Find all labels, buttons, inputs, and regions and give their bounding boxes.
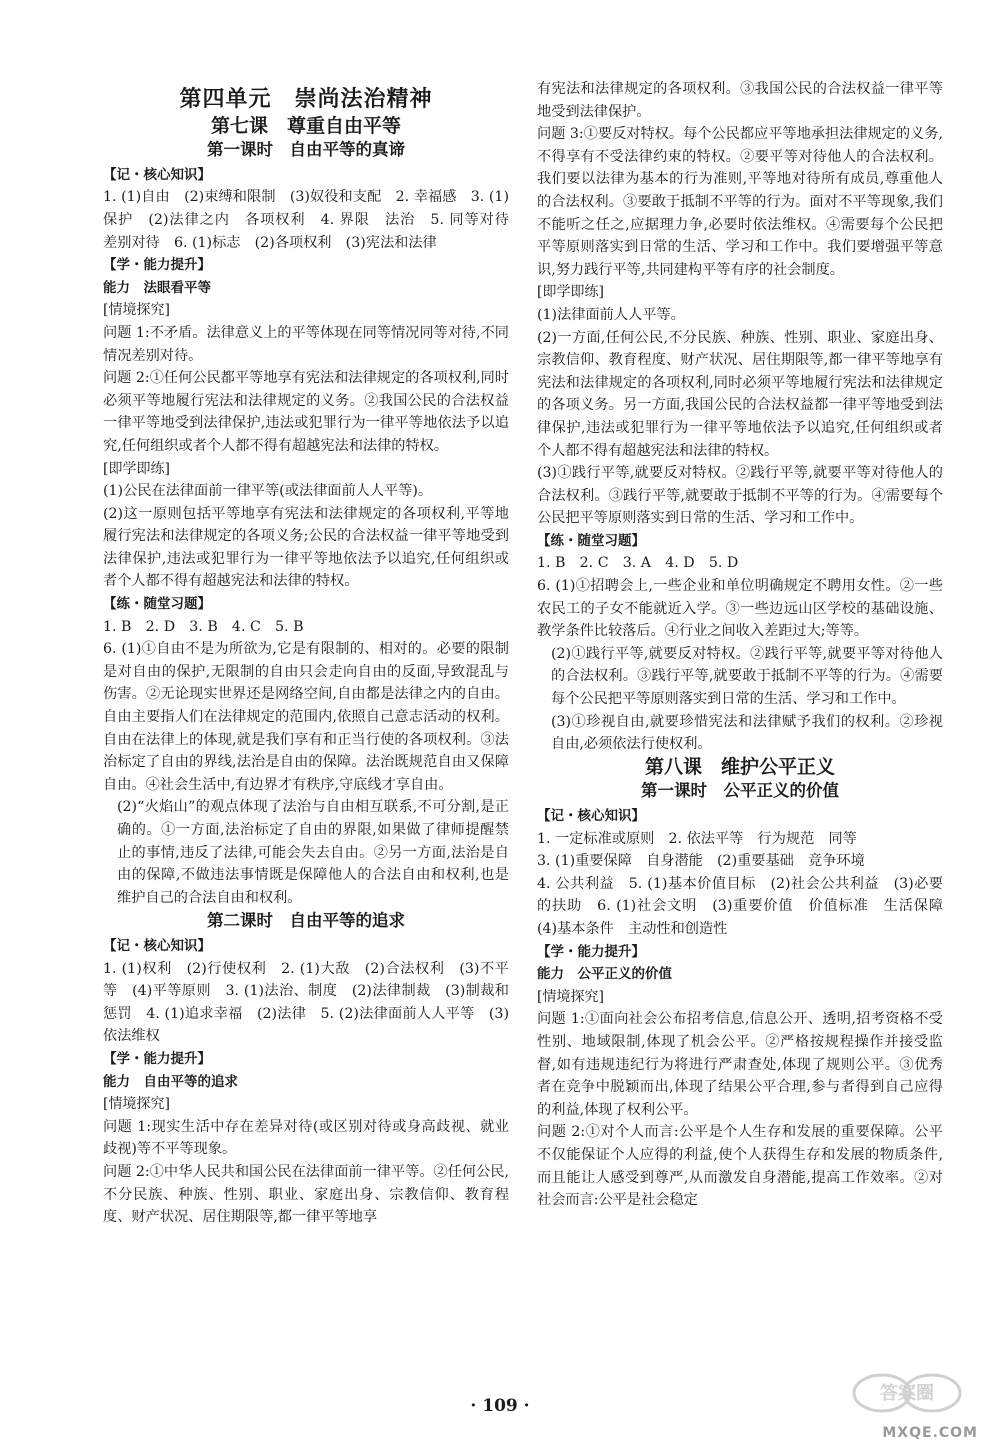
watermark-site: MXQE.COM	[882, 1425, 978, 1441]
answer-paragraph: 问题 2:①任何公民都平等地享有宪法和法律规定的各项权利,同时必须平等地履行宪法和法律规定的义务。②我国公民的合法权益一律平等地受到法律保护,违法或犯罪行为一律平等地依法予以追究,任何组织或者个人都不得有超越宪法和法律的特权。	[103, 370, 509, 454]
answer-paragraph: (2)“火焰山”的观点体现了法治与自由相互联系,不可分割,是正确的。①一方面,法治标定了自由的界限,如果做了律师提醒禁止的事情,违反了法律,可能会失去自由。②另一方面,法治是自由的保障,不做违法事情既是保障他人的合法自由和权利,也是维护自己的合法自由和权利。	[117, 799, 509, 906]
answer-paragraph: 问题 1:①面向社会公布招考信息,信息公开、透明,招考资格不受性别、地域限制,体现了机会公平。②严格按规程操作并接受监督,如有违规违纪行为将进行严肃查处,体现了规则公平。③优秀者在竞争中脱颖而出,体现了结果公平合理,参与者得到自己应得的利益,体现了权利公平。	[537, 1011, 943, 1118]
answer-paragraph: (1)公民在法律面前一律平等(或法律面前人人平等)。	[103, 483, 433, 500]
page-number: · 109 ·	[470, 1396, 530, 1416]
answer-paragraph: 有宪法和法律规定的各项权利。③我国公民的合法权益一律平等地受到法律保护。	[537, 81, 943, 120]
subsection-heading: [情境探究]	[103, 1096, 170, 1113]
answer-paragraph: 1. (1)自由 (2)束缚和限制 (3)奴役和支配 2. 幸福感 3. (1)保护 (2)法律之内 各项权利 4. 界限 法治 5. 同等对待 差别对待 6. (1)标志 (2)各项权利 (3)宪法和法律	[103, 189, 524, 251]
right-column	[537, 78, 958, 1408]
answer-paragraph: 1. B 2. C 3. A 4. D 5. D	[537, 555, 739, 572]
answer-paragraph: (3)①珍视自由,就要珍惜宪法和法律赋予我们的权利。②珍视自由,必须依法行使权利。	[551, 713, 943, 753]
ability-heading: 能力 自由平等的追求	[103, 1073, 238, 1090]
answer-paragraph: 问题 1:不矛盾。法律意义上的平等体现在同等情况同等对待,不同情况差别对待。	[103, 324, 509, 364]
answer-paragraph: 1. 一定标准或原则 2. 依法平等 行为规范 同等	[537, 830, 857, 847]
section-heading: 【记・核心知识】	[103, 937, 211, 954]
answer-paragraph: 1. (1)权利 (2)行使权利 2. (1)大敌 (2)合法权利 (3)不平等 (4)平等原则 3. (1)法治、制度 (2)法律制裁 (3)制裁和惩罚 4. (1)追求幸福 (2)法律 5. (2)法律面前人人平等 (3)依法维权	[103, 960, 509, 1045]
answer-paragraph: (3)①践行平等,就要反对特权。②践行平等,就要平等对待他人的合法权利。③践行平等,就要敢于抵制不平等的行为。④需要每个公民把平等原则落实到日常的生活、学习和工作中。	[537, 465, 943, 527]
subsection-heading: [情境探究]	[103, 302, 170, 319]
ability-heading: 能力 法眼看平等	[103, 279, 211, 296]
subsection-heading: [即学即练]	[537, 284, 604, 301]
answer-paragraph: 问题 3:①要反对特权。每个公民都应平等地承担法律规定的义务,不得享有不受法律约束的特权。②要平等对待他人的合法权利。我们要以法律为基本的行为准则,平等地对待所有成员,尊重他人的合法权利。③要敢于抵制不平等的行为。面对不平等现象,我们不能听之任之,应据理力争,必要时依法维权。④需要每个公民把平等原则落实到日常的生活、学习和工作中。我们要增强平等意识,努力践行平等,共同建构平等有序的社会制度。	[537, 126, 944, 278]
section-heading: 【学・能力提升】	[103, 1050, 211, 1067]
section-heading: 【记・核心知识】	[537, 808, 645, 824]
period-title-2: 第二课时 自由平等的追求	[207, 911, 405, 931]
section-heading: 【练・随堂习题】	[103, 596, 211, 613]
section-heading: 【学・能力提升】	[537, 943, 645, 960]
period-title-3: 第一课时 公平正义的价值	[641, 781, 839, 801]
answer-paragraph: 6. (1)①自由不是为所欲为,它是有限制的、相对的。必要的限制是对自由的保护,无限制的自由只会走向自由的反面,导致混乱与伤害。②无论现实世界还是网络空间,自由都是法律之内的自由。自由主要指人们在法律规定的范围内,依照自己意志活动的权利。自由在法律上的体现,就是我们享有和正当行使的各项权利。③法治标定了自由的界线,法治是自由的保障。法治既规范自由又保障自由。④社会生活中,有边界才有秩序,守底线才享自由。	[103, 641, 509, 793]
answer-paragraph: 问题 2:①对个人而言:公平是个人生存和发展的重要保障。公平不仅能保证个人应得的利益,使个人获得生存和发展的物质条件,而且能让人感受到尊严,从而激发自身潜能,提高工作效率。②对社会而言:公平是社会稳定	[537, 1124, 943, 1209]
lesson-title-7: 第七课 尊重自由平等	[210, 114, 401, 137]
answer-paragraph: 1. B 2. D 3. B 4. C 5. B	[103, 618, 304, 635]
answer-paragraph: (1)法律面前人人平等。	[537, 306, 685, 323]
page-body	[103, 78, 958, 1408]
unit-title: 第四单元 崇尚法治精神	[179, 86, 433, 112]
answer-paragraph: (2)一方面,任何公民,不分民族、种族、性别、职业、家庭出身、宗教信仰、教育程度、财产状况、居住期限等,都一律平等地享有宪法和法律规定的各项权利,同时必须平等地履行宪法和法律规定的各项义务。另一方面,我国公民的合法权益都一律平等地受到法律保护,违法或犯罪行为一律平等地依法予以追究,任何组织或者个人都不得有超越宪法和法律的特权。	[537, 329, 943, 459]
answer-paragraph: 3. (1)重要保障 自身潜能 (2)重要基础 竞争环境	[537, 853, 865, 870]
answer-paragraph: 4. 公共利益 5. (1)基本价值目标 (2)社会公共利益 (3)必要的扶助 6. (1)社会文明 (3)重要价值 价值标准 生活保障 (4)基本条件 主动性和创造性	[537, 875, 958, 937]
lesson-title-8: 第八课 维护公平正义	[644, 755, 835, 778]
subsection-heading: [情境探究]	[537, 988, 604, 1005]
ability-heading: 能力 公平正义的价值	[537, 966, 672, 983]
answer-paragraph: (2)①践行平等,就要反对特权。②践行平等,就要平等对待他人的合法权利。③践行平等,就要敢于抵制不平等的行为。④需要每个公民把平等原则落实到日常的生活、学习和工作中。	[551, 645, 943, 708]
section-heading: 【学・能力提升】	[103, 257, 211, 274]
section-heading: 【练・随堂习题】	[537, 532, 645, 549]
answer-paragraph: 6. (1)①招聘会上,一些企业和单位明确规定不聘用女性。②一些农民工的子女不能就近入学。③一些边远山区学校的基础设施、教学条件比较落后。④行业之间收入差距过大;等等。	[537, 578, 943, 640]
watermark-logo-text: 答案圈	[880, 1383, 934, 1404]
period-title-1: 第一课时 自由平等的真谛	[207, 140, 405, 160]
section-heading: 【记・核心知识】	[103, 166, 211, 183]
answer-paragraph: 问题 2:①中华人民共和国公民在法律面前一律平等。②任何公民,不分民族、种族、性别、职业、家庭出身、宗教信仰、教育程度、财产状况、居住期限等,都一律平等地享	[103, 1163, 510, 1226]
answer-paragraph: 问题 1:现实生活中存在差异对待(或区别对待或身高歧视、就业歧视)等不平等现象。	[103, 1118, 509, 1158]
watermark-logo	[832, 1367, 982, 1429]
subsection-heading: [即学即练]	[103, 460, 170, 477]
answer-paragraph: (2)这一原则包括平等地享有宪法和法律规定的各项权利,平等地履行宪法和法律规定的各项义务;公民的合法权益一律平等地受到法律保护,违法或犯罪行为一律平等地依法予以追究,任何组织或者个人都不得有超越宪法和法律的特权。	[103, 505, 509, 590]
